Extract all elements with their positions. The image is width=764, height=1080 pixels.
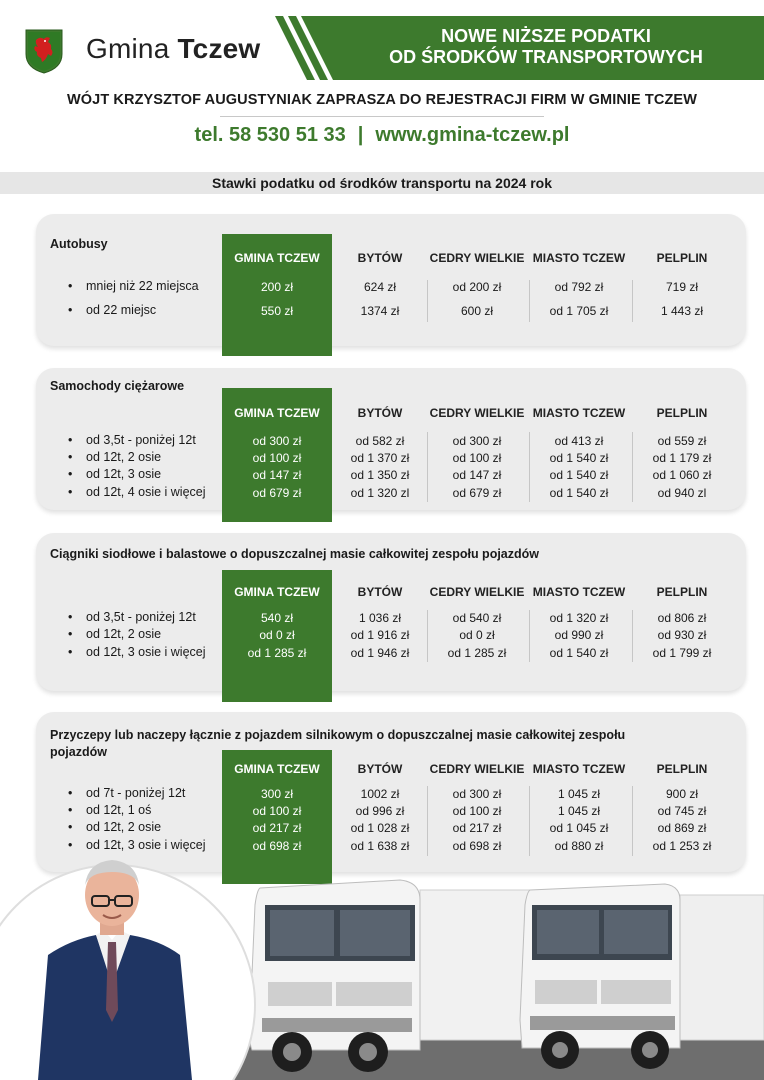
cell-bytow: od 1 370 zł	[350, 451, 410, 465]
col-head-cedry-wielkie: CEDRY WIELKIE	[429, 251, 525, 265]
cell-cedry-wielkie: od 100 zł	[452, 451, 502, 465]
cell-gmina-tczew: od 100 zł	[252, 451, 302, 465]
cell-cedry-wielkie: od 0 zł	[459, 628, 495, 642]
panel-title: Autobusy	[50, 237, 108, 251]
panel-title: Samochody ciężarowe	[50, 379, 185, 393]
gmina-name: Gmina Tczew	[86, 33, 261, 64]
cell-cedry-wielkie: od 679 zł	[452, 486, 502, 500]
cell-cedry-wielkie: od 300 zł	[452, 434, 502, 448]
row-label: • od 12t, 2 osie	[86, 627, 161, 641]
contact-separator: |	[357, 124, 364, 146]
phone-number[interactable]: tel. 58 530 51 33	[194, 124, 346, 146]
cell-bytow: od 1 350 zł	[350, 468, 410, 482]
cell-bytow: od 1 638 zł	[350, 839, 410, 853]
invitation-text: WÓJT KRZYSZTOF AUGUSTYNIAK ZAPRASZA DO REJESTRACJI FIRM W GMINIE TCZEW	[67, 92, 697, 108]
col-head-pelplin: PELPLIN	[656, 251, 708, 265]
cell-cedry-wielkie: od 200 zł	[452, 280, 502, 294]
row-label: • od 7t - poniżej 12t	[86, 786, 185, 800]
banner-headline	[336, 26, 756, 68]
col-head-cedry-wielkie: CEDRY WIELKIE	[429, 762, 525, 776]
col-head-gmina-tczew: GMINA TCZEW	[234, 585, 320, 599]
cell-pelplin: od 1 179 zł	[652, 451, 712, 465]
cell-miasto-tczew: od 792 zł	[554, 280, 604, 294]
cell-bytow: 1002 zł	[360, 787, 400, 801]
cell-bytow: 624 zł	[363, 280, 397, 294]
cell-bytow: 1 036 zł	[358, 611, 402, 625]
cell-pelplin: od 1 253 zł	[652, 839, 712, 853]
panel-title-line-2: pojazdów	[50, 745, 107, 759]
cell-pelplin: od 559 zł	[657, 434, 707, 448]
cell-gmina-tczew: od 300 zł	[252, 434, 302, 448]
col-head-cedry-wielkie: CEDRY WIELKIE	[429, 406, 525, 420]
cell-miasto-tczew: od 1 045 zł	[549, 821, 609, 835]
cell-cedry-wielkie: od 217 zł	[452, 821, 502, 835]
col-head-bytow: BYTÓW	[357, 762, 403, 776]
banner-line-2: OD ŚRODKÓW TRANSPORTOWYCH	[389, 47, 703, 67]
cell-bytow: od 1 916 zł	[350, 628, 410, 642]
row-label: • mniej niż 22 miejsca	[86, 279, 199, 293]
cell-gmina-tczew: 550 zł	[260, 304, 294, 318]
row-label: • od 12t, 2 osie	[86, 450, 161, 464]
cell-pelplin: od 1 799 zł	[652, 646, 712, 660]
cell-cedry-wielkie: od 147 zł	[452, 468, 502, 482]
cell-cedry-wielkie: od 100 zł	[452, 804, 502, 818]
col-head-miasto-tczew: MIASTO TCZEW	[532, 762, 626, 776]
trucks-and-portrait-image	[0, 860, 764, 1080]
header-divider	[220, 116, 544, 117]
col-head-pelplin: PELPLIN	[656, 406, 708, 420]
panel-title	[50, 727, 625, 761]
row-label: • od 12t, 4 osie i więcej	[86, 485, 206, 499]
col-head-bytow: BYTÓW	[357, 406, 403, 420]
row-label: • od 12t, 1 oś	[86, 803, 151, 817]
cell-bytow: od 1 028 zł	[350, 821, 410, 835]
col-head-miasto-tczew: MIASTO TCZEW	[532, 585, 626, 599]
col-head-miasto-tczew: MIASTO TCZEW	[532, 251, 626, 265]
website-link[interactable]: www.gmina-tczew.pl	[375, 124, 570, 146]
row-label: • od 12t, 3 osie	[86, 467, 161, 481]
cell-gmina-tczew: 200 zł	[260, 280, 294, 294]
row-label: • od 3,5t - poniżej 12t	[86, 610, 196, 624]
cell-cedry-wielkie: od 540 zł	[452, 611, 502, 625]
col-head-cedry-wielkie: CEDRY WIELKIE	[429, 585, 525, 599]
cell-bytow: 1374 zł	[360, 304, 400, 318]
cell-miasto-tczew: od 1 540 zł	[549, 486, 609, 500]
cell-cedry-wielkie: 600 zł	[460, 304, 494, 318]
cell-gmina-tczew: od 100 zł	[252, 804, 302, 818]
cell-gmina-tczew: od 147 zł	[252, 468, 302, 482]
cell-gmina-tczew: od 0 zł	[259, 628, 295, 642]
col-head-gmina-tczew: GMINA TCZEW	[234, 251, 320, 265]
contact-line	[0, 124, 764, 147]
banner-line-1: NOWE NIŻSZE PODATKI	[441, 26, 651, 46]
cell-gmina-tczew: 300 zł	[260, 787, 294, 801]
cell-bytow: od 582 zł	[355, 434, 405, 448]
cell-miasto-tczew: od 990 zł	[554, 628, 604, 642]
cell-pelplin: od 940 zl	[657, 486, 707, 500]
col-head-bytow: BYTÓW	[357, 585, 403, 599]
cell-bytow: od 1 320 zl	[350, 486, 410, 500]
cell-miasto-tczew: od 880 zł	[554, 839, 604, 853]
cell-pelplin: 900 zł	[665, 787, 699, 801]
cell-pelplin: od 930 zł	[657, 628, 707, 642]
cell-miasto-tczew: od 413 zł	[554, 434, 604, 448]
row-label: • od 22 miejsc	[86, 303, 156, 317]
row-label: • od 12t, 2 osie	[86, 820, 161, 834]
row-label: • od 12t, 3 osie i więcej	[86, 838, 206, 852]
cell-pelplin: 719 zł	[665, 280, 699, 294]
cell-cedry-wielkie: od 300 zł	[452, 787, 502, 801]
cell-gmina-tczew: 540 zł	[260, 611, 294, 625]
col-head-bytow: BYTÓW	[357, 251, 403, 265]
cell-gmina-tczew: od 698 zł	[252, 839, 302, 853]
cell-pelplin: od 745 zł	[657, 804, 707, 818]
cell-miasto-tczew: 1 045 zł	[557, 804, 601, 818]
cell-pelplin: od 806 zł	[657, 611, 707, 625]
cell-pelplin: 1 443 zł	[660, 304, 704, 318]
col-head-gmina-tczew: GMINA TCZEW	[234, 406, 320, 420]
cell-miasto-tczew: od 1 320 zł	[549, 611, 609, 625]
col-head-pelplin: PELPLIN	[656, 585, 708, 599]
cell-cedry-wielkie: od 1 285 zł	[447, 646, 507, 660]
cell-miasto-tczew: od 1 705 zł	[549, 304, 609, 318]
cell-bytow: od 996 zł	[355, 804, 405, 818]
cell-miasto-tczew: od 1 540 zł	[549, 468, 609, 482]
panel-title: Ciągniki siodłowe i balastowe o dopuszczalnej masie całkowitej zespołu pojazdów	[50, 547, 539, 561]
row-label: • od 12t, 3 osie i więcej	[86, 645, 206, 659]
cell-pelplin: od 869 zł	[657, 821, 707, 835]
cell-gmina-tczew: od 217 zł	[252, 821, 302, 835]
portrait-wojt	[0, 860, 255, 1080]
coat-of-arms-icon	[24, 28, 64, 74]
row-label: • od 3,5t - poniżej 12t	[86, 433, 196, 447]
col-head-pelplin: PELPLIN	[656, 762, 708, 776]
cell-miasto-tczew: 1 045 zł	[557, 787, 601, 801]
panel-title-line-1: Przyczepy lub naczepy łącznie z pojazdem silnikowym o dopuszczalnej masie całkowitej zespołu	[50, 728, 626, 742]
cell-gmina-tczew: od 1 285 zł	[247, 646, 307, 660]
cell-pelplin: od 1 060 zł	[652, 468, 712, 482]
col-head-miasto-tczew: MIASTO TCZEW	[532, 406, 626, 420]
cell-miasto-tczew: od 1 540 zł	[549, 646, 609, 660]
cell-gmina-tczew: od 679 zł	[252, 486, 302, 500]
cell-cedry-wielkie: od 698 zł	[452, 839, 502, 853]
col-head-gmina-tczew: GMINA TCZEW	[234, 762, 320, 776]
rate-title: Stawki podatku od środków transportu na 2024 rok	[212, 175, 552, 191]
cell-bytow: od 1 946 zł	[350, 646, 410, 660]
cell-miasto-tczew: od 1 540 zł	[549, 451, 609, 465]
